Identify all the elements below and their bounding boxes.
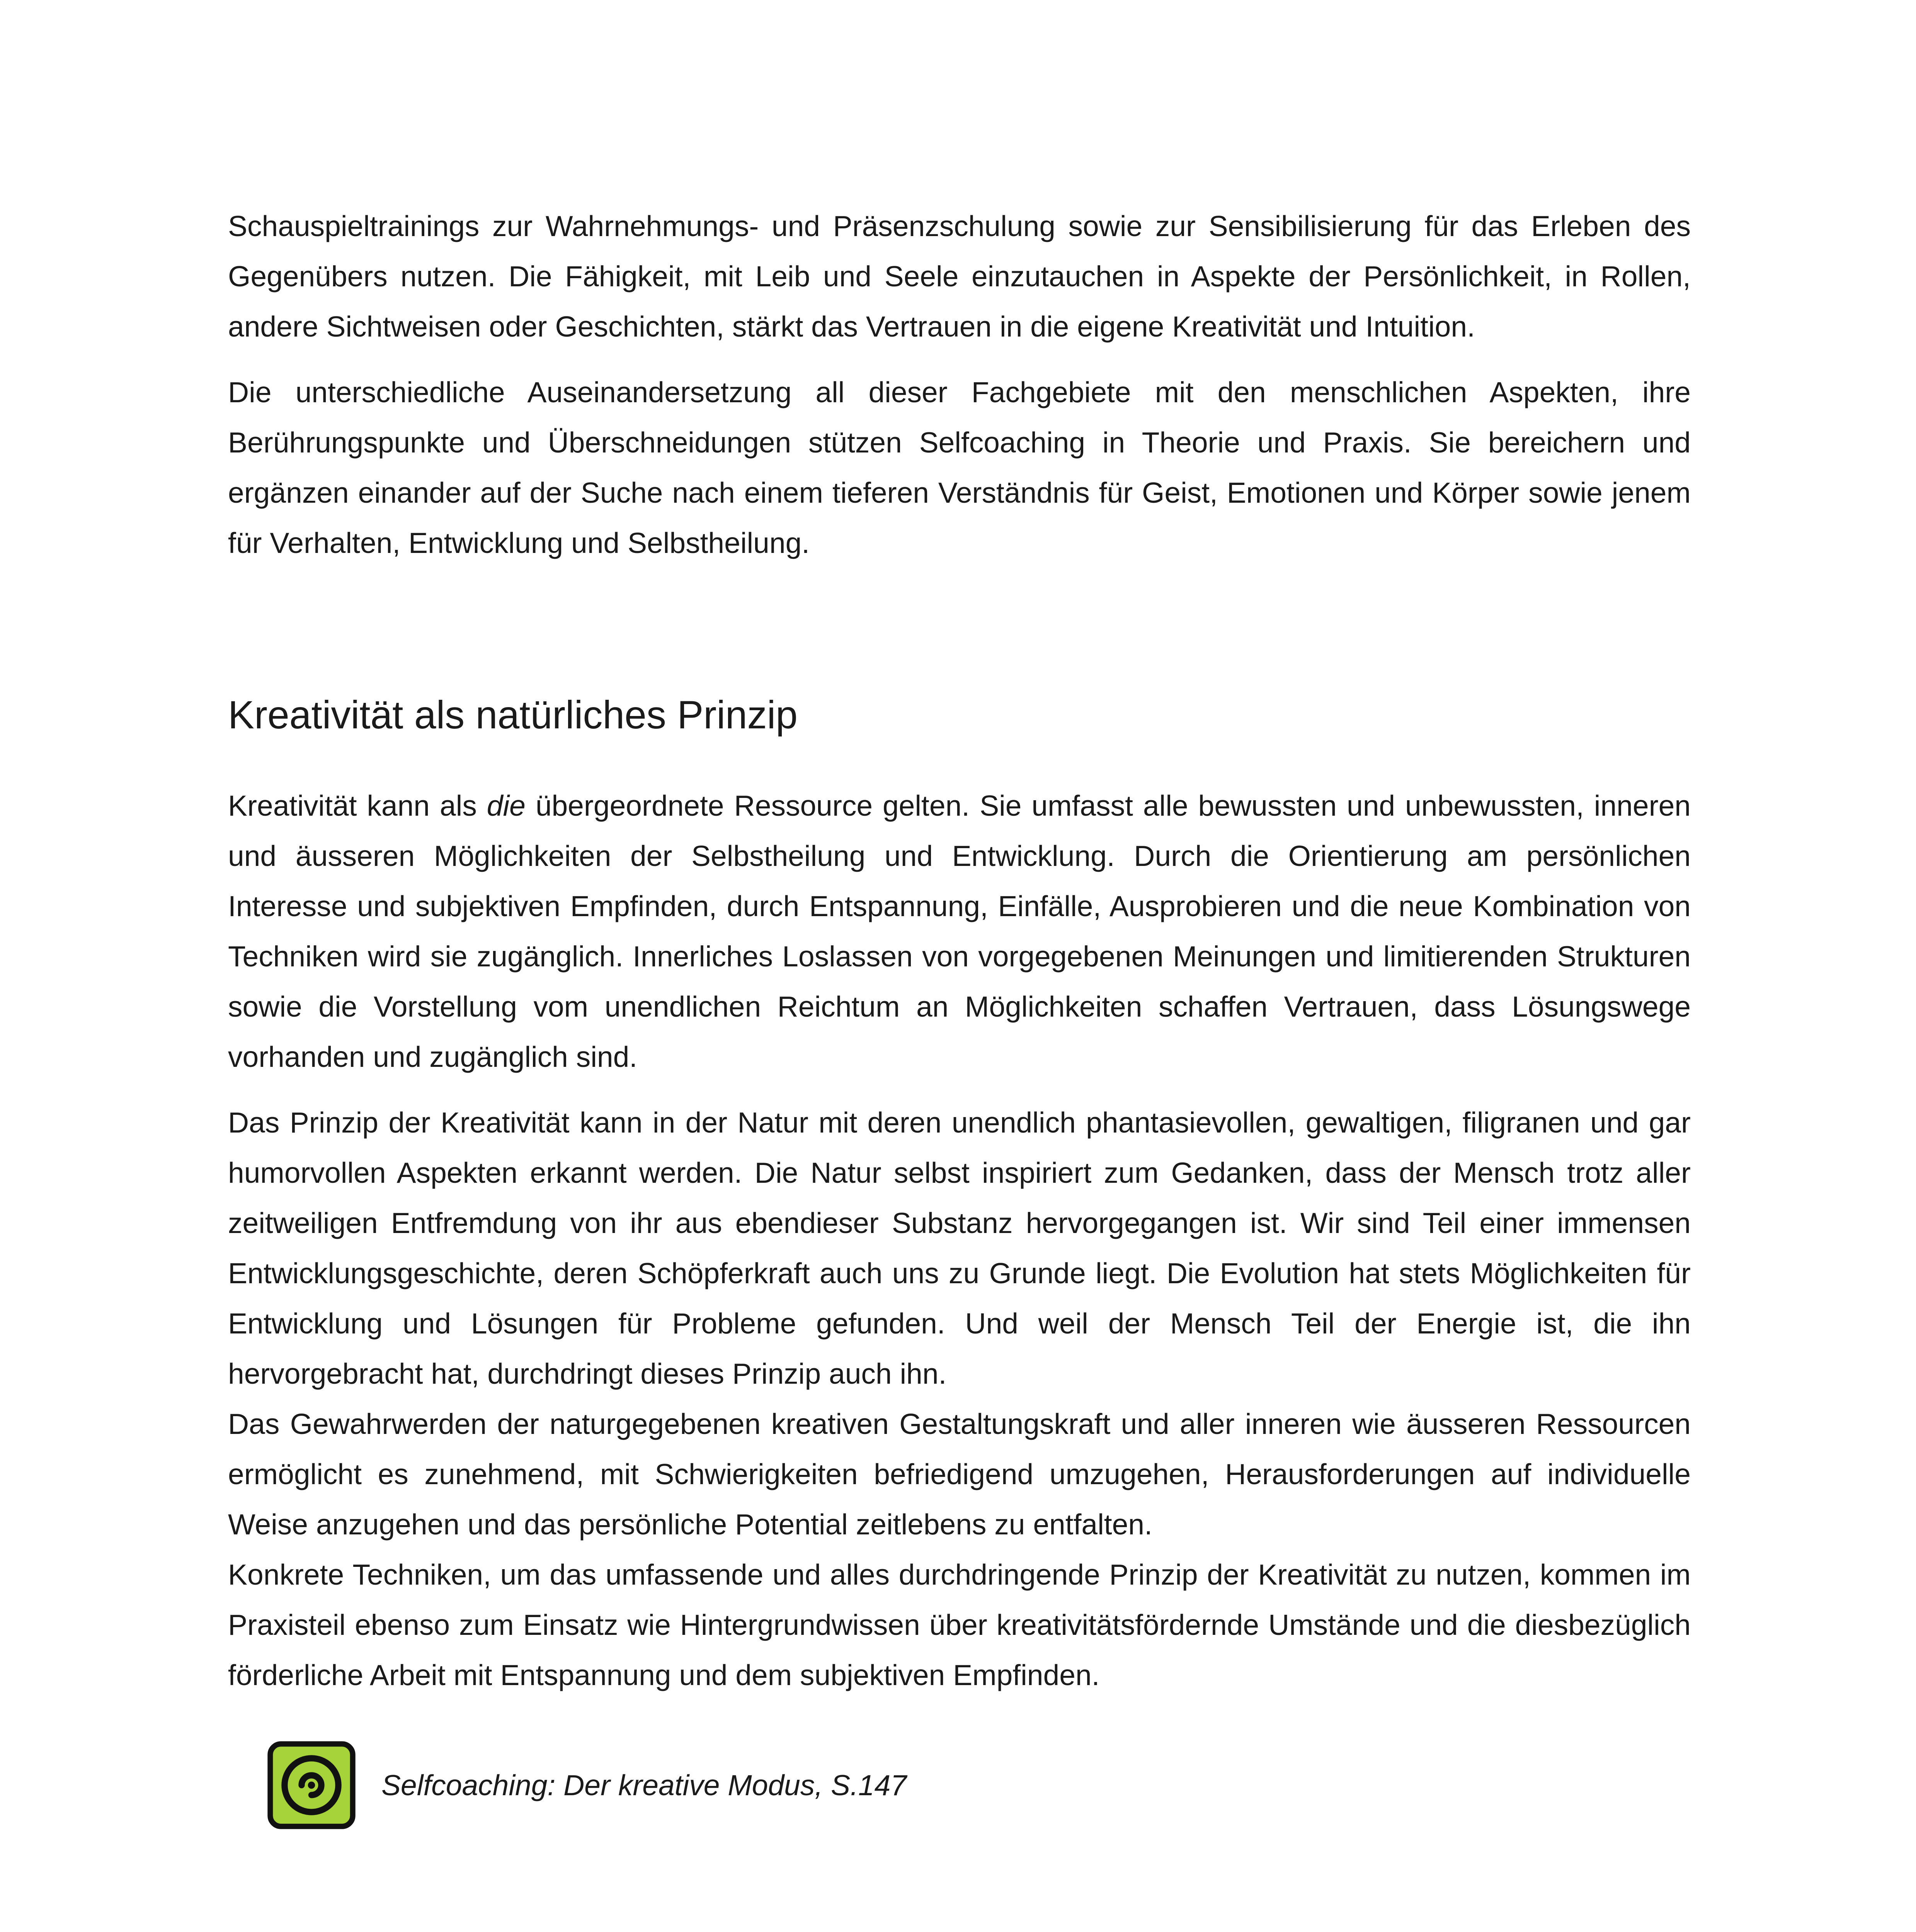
body-paragraph: Die unterschiedliche Auseinandersetzung all dieser Fachgebiete mit den menschlichen Aspekten, ihre Berührungspunkte und Überschneidungen stützen Selfcoaching in Theorie und Praxis. Sie bereichern und ergänzen einander auf der Suche nach einem tieferen Verständnis für Geist, Emotionen und Körper sowie jenem für Verhalten, Entwicklung und Selbstheilung. bbox=[228, 376, 1691, 559]
paragraph-text: übergeordnete Ressource gelten. Sie umfasst alle bewussten und unbewussten, inneren und äusseren Möglichkeiten der Selbstheilung und Entwicklung. Durch die Orientierung am persönlichen Interesse und subjektiven Empfinden, durch Entspannung, Einfälle, Ausprobieren und die neue Kombination von Techniken wird sie zugänglich. Innerliches Loslassen von vorgegebenen Meinungen und limitierenden Strukturen sowie die Vorstellung vom unendlichen Reichtum an Möglichkeiten schaffen Vertrauen, dass Lösungswege vorhanden und zugänglich sind. bbox=[228, 789, 1691, 1073]
section-paragraph: Das Prinzip der Kreativität kann in der Natur mit deren unendlich phantasievollen, gewaltigen, filigranen und gar humorvollen Aspekten erkannt werden. Die Natur selbst inspiriert zum Gedanken, dass der Mensch trotz aller zeitweiligen Entfremdung von ihr aus ebendieser Substanz hervorgegangen ist. Wir sind Teil einer immensen Entwicklungsgeschichte, deren Schöpferkraft auch uns zu Grunde liegt. Die Evolution hat stets Möglichkeiten für Entwicklung und Lösungen für Probleme gefunden. Und weil der Mensch Teil der Energie ist, die ihn hervorgebracht hat, durchdringt dieses Prinzip auch ihn. bbox=[228, 1106, 1691, 1390]
cross-reference bbox=[267, 1739, 1691, 1832]
section-paragraph bbox=[228, 781, 1691, 1082]
spiral-icon bbox=[267, 1740, 356, 1830]
body-paragraph: Schauspieltrainings zur Wahrnehmungs- und Präsenzschulung sowie zur Sensibilisierung für das Erleben des Gegenübers nutzen. Die Fähigkeit, mit Leib und Seele einzutauchen in Aspekte der Persönlichkeit, in Rollen, andere Sichtweisen oder Geschichten, stärkt das Vertrauen in die eigene Kreativität und Intuition. bbox=[228, 210, 1691, 343]
paragraph-text: Kreativität kann als bbox=[228, 789, 487, 822]
section-paragraph: Konkrete Techniken, um das umfassende und alles durchdringende Prinzip der Kreativität zu nutzen, kommen im Praxisteil ebenso zum Einsatz wie Hintergrundwissen über kreativitätsfördernde Umstände und die diesbezüglich förderliche Arbeit mit Entspannung und dem subjektiven Empfinden. bbox=[228, 1558, 1691, 1691]
section-heading: Kreativität als natürliches Prinzip bbox=[228, 693, 798, 737]
section-paragraph: Das Gewahrwerden der naturgegebenen kreativen Gestaltungskraft und aller inneren wie äusseren Ressourcen ermöglicht es zunehmend, mit Schwierigkeiten befriedigend umzugehen, Herausforderungen auf individuelle Weise anzugehen und das persönliche Potential zeitlebens zu entfalten. bbox=[228, 1408, 1691, 1541]
emphasis-text: die bbox=[487, 789, 526, 822]
page-content bbox=[228, 201, 1691, 1832]
reference-text: Selfcoaching: Der kreative Modus, S.147 bbox=[381, 1769, 907, 1801]
